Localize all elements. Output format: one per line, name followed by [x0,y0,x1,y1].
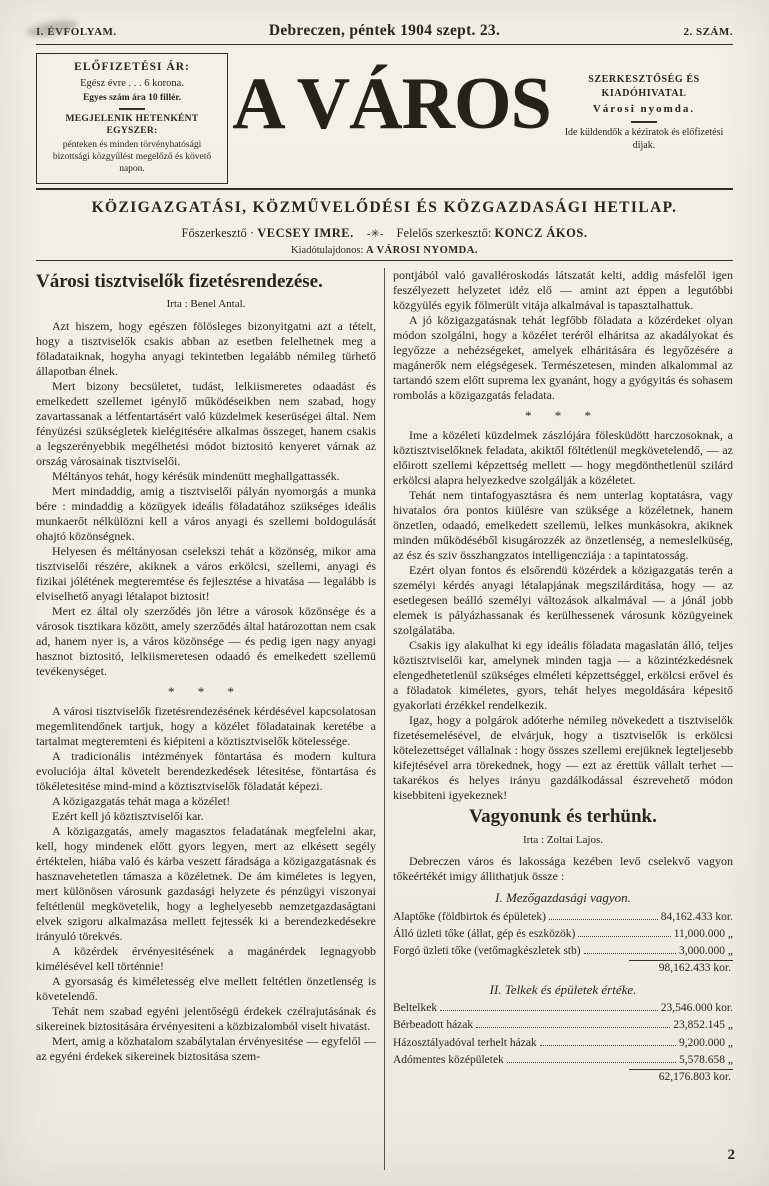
paragraph: Mert, amig a közhatalom szabálytalan érvényesitése — egyfelől — az egyéni érdekek sikereinek biztositása szem- [36,1034,376,1064]
paragraph: A tradicionális intézmények föntartása és modern kultura evoluciója által követelt berendezkedések létesitése, föntartása és tökéletesitése mind-mind a köztisztviselők föladatát képezi. [36,749,376,794]
paragraph: Tehát nem szabad egyéni jelentőségü érdekek czélrajutásának és sikereinek biztositására érvényesiteni a közbizalomból viselt hivatást. [36,1004,376,1034]
horizontal-rule [36,188,733,190]
paragraph: Debreczen város és lakossága kezében levő cselekvő vagyon tőkeértékét imigy állithatjuk össze : [393,854,733,884]
article-title: Városi tisztviselők fizetésrendezése. [36,270,323,292]
paragraph: A közigazgatás tehát maga a közélet! [52,794,231,809]
table-row: Forgó üzleti tőke (vetőmagkészletek stb) 3,000.000 „ [393,945,733,958]
paragraph: Méltányos tehát, hogy kérésük mindenütt meghallgattassék. [52,469,340,484]
table-row: Alaptőke (földbirtok és épületek) 84,162.433 kor. [393,910,733,923]
chief-editor-name: VECSEY IMRE. [257,225,354,240]
dot-leader [584,953,676,954]
paragraph: Mert bizony becsületet, tudást, lelkiismeretes odaadást és emelkedett szellemet igénylő működéseikben nem szabad, hogy zavartassanak a létfentartásért való küzdelmek keserüségei által. Nem fényüzési szükségletek kielégitésére alkalmas összeget, hanem csakis a legszerényebbik megélhetési módot biztositó kenyeret várnak az ország városainak tisztviselői. [36,379,376,469]
paragraph: Mert mindaddig, amig a tisztviselői pályán nyomorgás a munka bére : mindaddig a közügyek ideális föladatához szükséges ideális munkaerőt nélkülözni kell a város anyagi és szellemi boldogulását ohajtó közönségnek. [36,484,376,544]
masthead [36,53,733,184]
stars-separator: * * * [525,407,601,423]
volume-label: I. ÉVFOLYAM. [36,26,117,38]
dot-leader [540,1045,676,1046]
table-row: Álló üzleti tőke (állat, gép és eszközök) 11,000.000 „ [393,927,733,940]
publisher-label: Kiadótulajdonos: [291,244,364,256]
paragraph: Ime a közéleti küzdelmek zászlójára fölesküdött harczosoknak, a köztisztviselőknek feladata, akiktől föltétlenül megkövetelendő, — az előirott szellemi képzettség mellett — hogy megdönthetlenül szilárd erkölcsi alapra helyezkedve szolgálják a közéletet. [393,427,733,487]
column-divider [384,268,385,1170]
table-row: Beltelkek 23,546.000 kor. [393,1002,733,1015]
divider [631,121,657,123]
page-number: 2 [727,1147,735,1163]
paragraph: pontjából való gavalléroskodás látszatát kelti, addig másfelől igen feszélyezett helyzetet idéz elő — amint azt éppen a legutóbbi közgyülés egyik fölmerült vitája alkalmával is tapasztalhattuk. [393,267,733,312]
section-heading: I. Mezőgazdasági vagyon. [495,890,631,906]
left-column [36,268,376,1170]
horizontal-rule [36,44,733,45]
issue-label: 2. SZÁM. [683,26,733,38]
dot-leader [578,936,670,937]
table-row: Bérbeadott házak 23,852.145 „ [393,1019,733,1032]
office-note: Ide küldendők a kéziratok és előfizetési dijak. [564,126,724,152]
stars-separator: * * * [168,684,244,700]
publisher-line [36,245,733,256]
editors-line [36,226,733,241]
finance-table [393,1000,733,1084]
paragraph: A gyorsaság és kiméletesség elve mellett feltétlen önzetlenség is követelendő. [36,974,376,1004]
chief-editor-label: Főszerkesztő · [181,225,255,240]
paragraph: Azt hiszem, hogy egészen fölösleges bizonyitgatni azt a tételt, hogy a tisztviselők csakis abban az esetben felelhetnek meg a föladataiknak, hogyha anyagi tekintetben legalább némileg türhető állapotban élnek. [36,319,376,379]
dot-leader [440,1010,658,1011]
dot-leader [507,1062,676,1063]
office-box [555,53,733,184]
paragraph: Ezért kell jó köztisztviselői kar. [52,809,204,824]
header-strip [36,22,733,40]
office-name: Városi nyomda. [592,103,696,115]
table-total: 98,162.433 kor. [393,961,733,975]
section-heading: II. Telkek és épületek értéke. [489,981,637,997]
dot-leader [549,919,658,920]
dot-leader [476,1027,670,1028]
dateline: Debreczen, péntek 1904 szept. 23. [268,22,501,39]
paragraph: A közigazgatás, amely magasztos feladatának megfelelni akar, kell, hogy mindenek előtt gyors legyen, mert az elkésett segély értéktelen, hiába való és kárba veszett fáradsága a közigazgatásnak és hasznavehetetlen támasza a közéletnek. De ám kiméletes is legyen, mert különösen városunk gazdasági helyzete és pénzügyi viszonyai feltétlenül megkövetelik, hogy a leghelyesebb nemzetgazdaságtani elvek szigoru alkalmazása mellett fejtessék ki a berendezkedésekre irányuló törekvés. [36,824,376,944]
paragraph: Csakis igy alakulhat ki egy ideális föladata magaslatán álló, teljes köztisztviselői kar, amelynek minden tagja — a közintézkedésnek elengedhetetlenül szükséges elméleti képzettséggel, erkölcsi erővel és a föladatok kiméletes, gyors, tehát helyes megoldására képesitő gyakorlati érzékkel rendelkezik. [393,637,733,712]
table-total: 62,176.803 kor. [393,1070,733,1084]
article-byline: Irta : Benel Antal. [166,298,246,311]
subscription-box [36,53,228,184]
paragraph: Igaz, hogy a polgárok adóterhe némileg növekedett a tisztviselők fizetésemelésével, de elvárjuk, hogy a tisztviselők is erkölcsi kötelezettséget vállalnak : hogy összes szellemi erejüknek legteljesebb kifejtésével arra törekednek, hogy — ezt az érettük vállalt terhet — takarékos és helyes irányu gazdálkodással észrevehető módon kisebbiteni igyekeznek! [393,712,733,802]
finance-table [393,909,733,976]
paragraph: A közérdek érvényesitésének a magánérdek legnagyobb kimélésével kell történnie! [36,944,376,974]
paragraph: Ezért olyan fontos és elsőrendü közérdek a közigazgatás terén a személyi kérdés anyagi létalapjának megszilárditása, hogy — az esetlegesen beálló személyi változások alkalmával — a jónál jobb elemek is pályázhassanak és kerülhessenek városunk közügyeinek szolgálatába. [393,562,733,637]
subscription-price-year: Egész évre . . . 6 korona. [80,77,184,89]
divider [119,108,145,110]
subscription-price-single: Egyes szám ára 10 fillér. [82,92,182,103]
paragraph: A jó közigazgatásnak tehát legfőbb föladata a közérdeket olyan módon szolgálni, hogy a közélet teréről elháritsa az akadályokat és legyőzze a nehézségeket, amelyek elháritására és legyőzésére a magánerők nem elégségesek. Természetesen, minden alkalommal az tartandó szem előtt suprema lex gyanánt, hogy a gyógyitás és sohasem rombolás a közigazgatás feladata. [393,312,733,402]
article-title: Vagyonunk és terhünk. [469,805,657,827]
article-columns [36,268,733,1170]
paper-subtitle: KÖZIGAZGATÁSI, KÖZMŰVELŐDÉSI ÉS KÖZGAZDASÁGI HETILAP. [91,198,678,216]
publisher-name: A VÁROSI NYOMDA. [366,244,478,256]
responsible-editor-label: Felelős szerkesztő: [396,225,492,240]
star-ornament-icon: -✳- [366,227,384,240]
paragraph: A városi tisztviselők fizetésrendezésének kérdésével kapcsolatosan megemlitendőnek tartjuk, hogy a közélet föladatainak keretébe a tartalmat megteremteni és kiépiteni a köztisztviselők kötelessége. [36,704,376,749]
right-column [393,268,733,1170]
paragraph: Tehát nem tintafogyasztásra és nem unterlag koptatásra, vagy hivatalos óra pontos kiülésre van szüksége a közéletnek, hanem önzetlen, odaadó, emelkedett szellemü, lelkes munkásokra, akiknek minden működéséből kisugározzék az önzetlenség, a nemeslelküség, az ész és sziv összhangzatos intelligencziája : a tapintatosság. [393,487,733,562]
subscription-heading: ELŐFIZETÉSI ÁR: [74,61,190,73]
frequency-heading: MEGJELENIK HETENKÉNT EGYSZER: [65,113,199,137]
horizontal-rule [36,260,733,261]
paper-title: A VÁROS [232,63,551,145]
paragraph: Mert ez által oly szerződés jön létre a városok közönsége és a városok tisztikara között, amely szerződés által határozottan nem csak ad, hanem nyer is, a város közönsége — és pedig igen nagy anyagi hasznot biztositó, lelkiismeretesen odaadó és emelkedett szellemü tevékenységet. [36,604,376,679]
frequency-text: pénteken és minden törvényhatósági bizottsági közgyűlést megelőző és követő napon. [52,139,212,175]
paragraph: Helyesen és méltányosan cselekszi tehát a közönség, mikor ama tisztviselői részére, akiknek a város erkölcsi, szellemi, anyagi és fizikai jólétének megteremtése és fejlesztése a hivatása — legalább is elviselhető anyagi létalapot biztosit! [36,544,376,604]
article-byline: Irta : Zoltai Lajos. [522,833,604,846]
office-heading: SZERKESZTŐSÉG ÉS KIADÓHIVATAL [588,74,700,99]
table-row: Házosztályadóval terhelt házak 9,200.000 „ [393,1036,733,1049]
table-row: Adómentes középületek 5,578.658 „ [393,1053,733,1066]
responsible-editor-name: KONCZ ÁKOS. [494,225,588,240]
